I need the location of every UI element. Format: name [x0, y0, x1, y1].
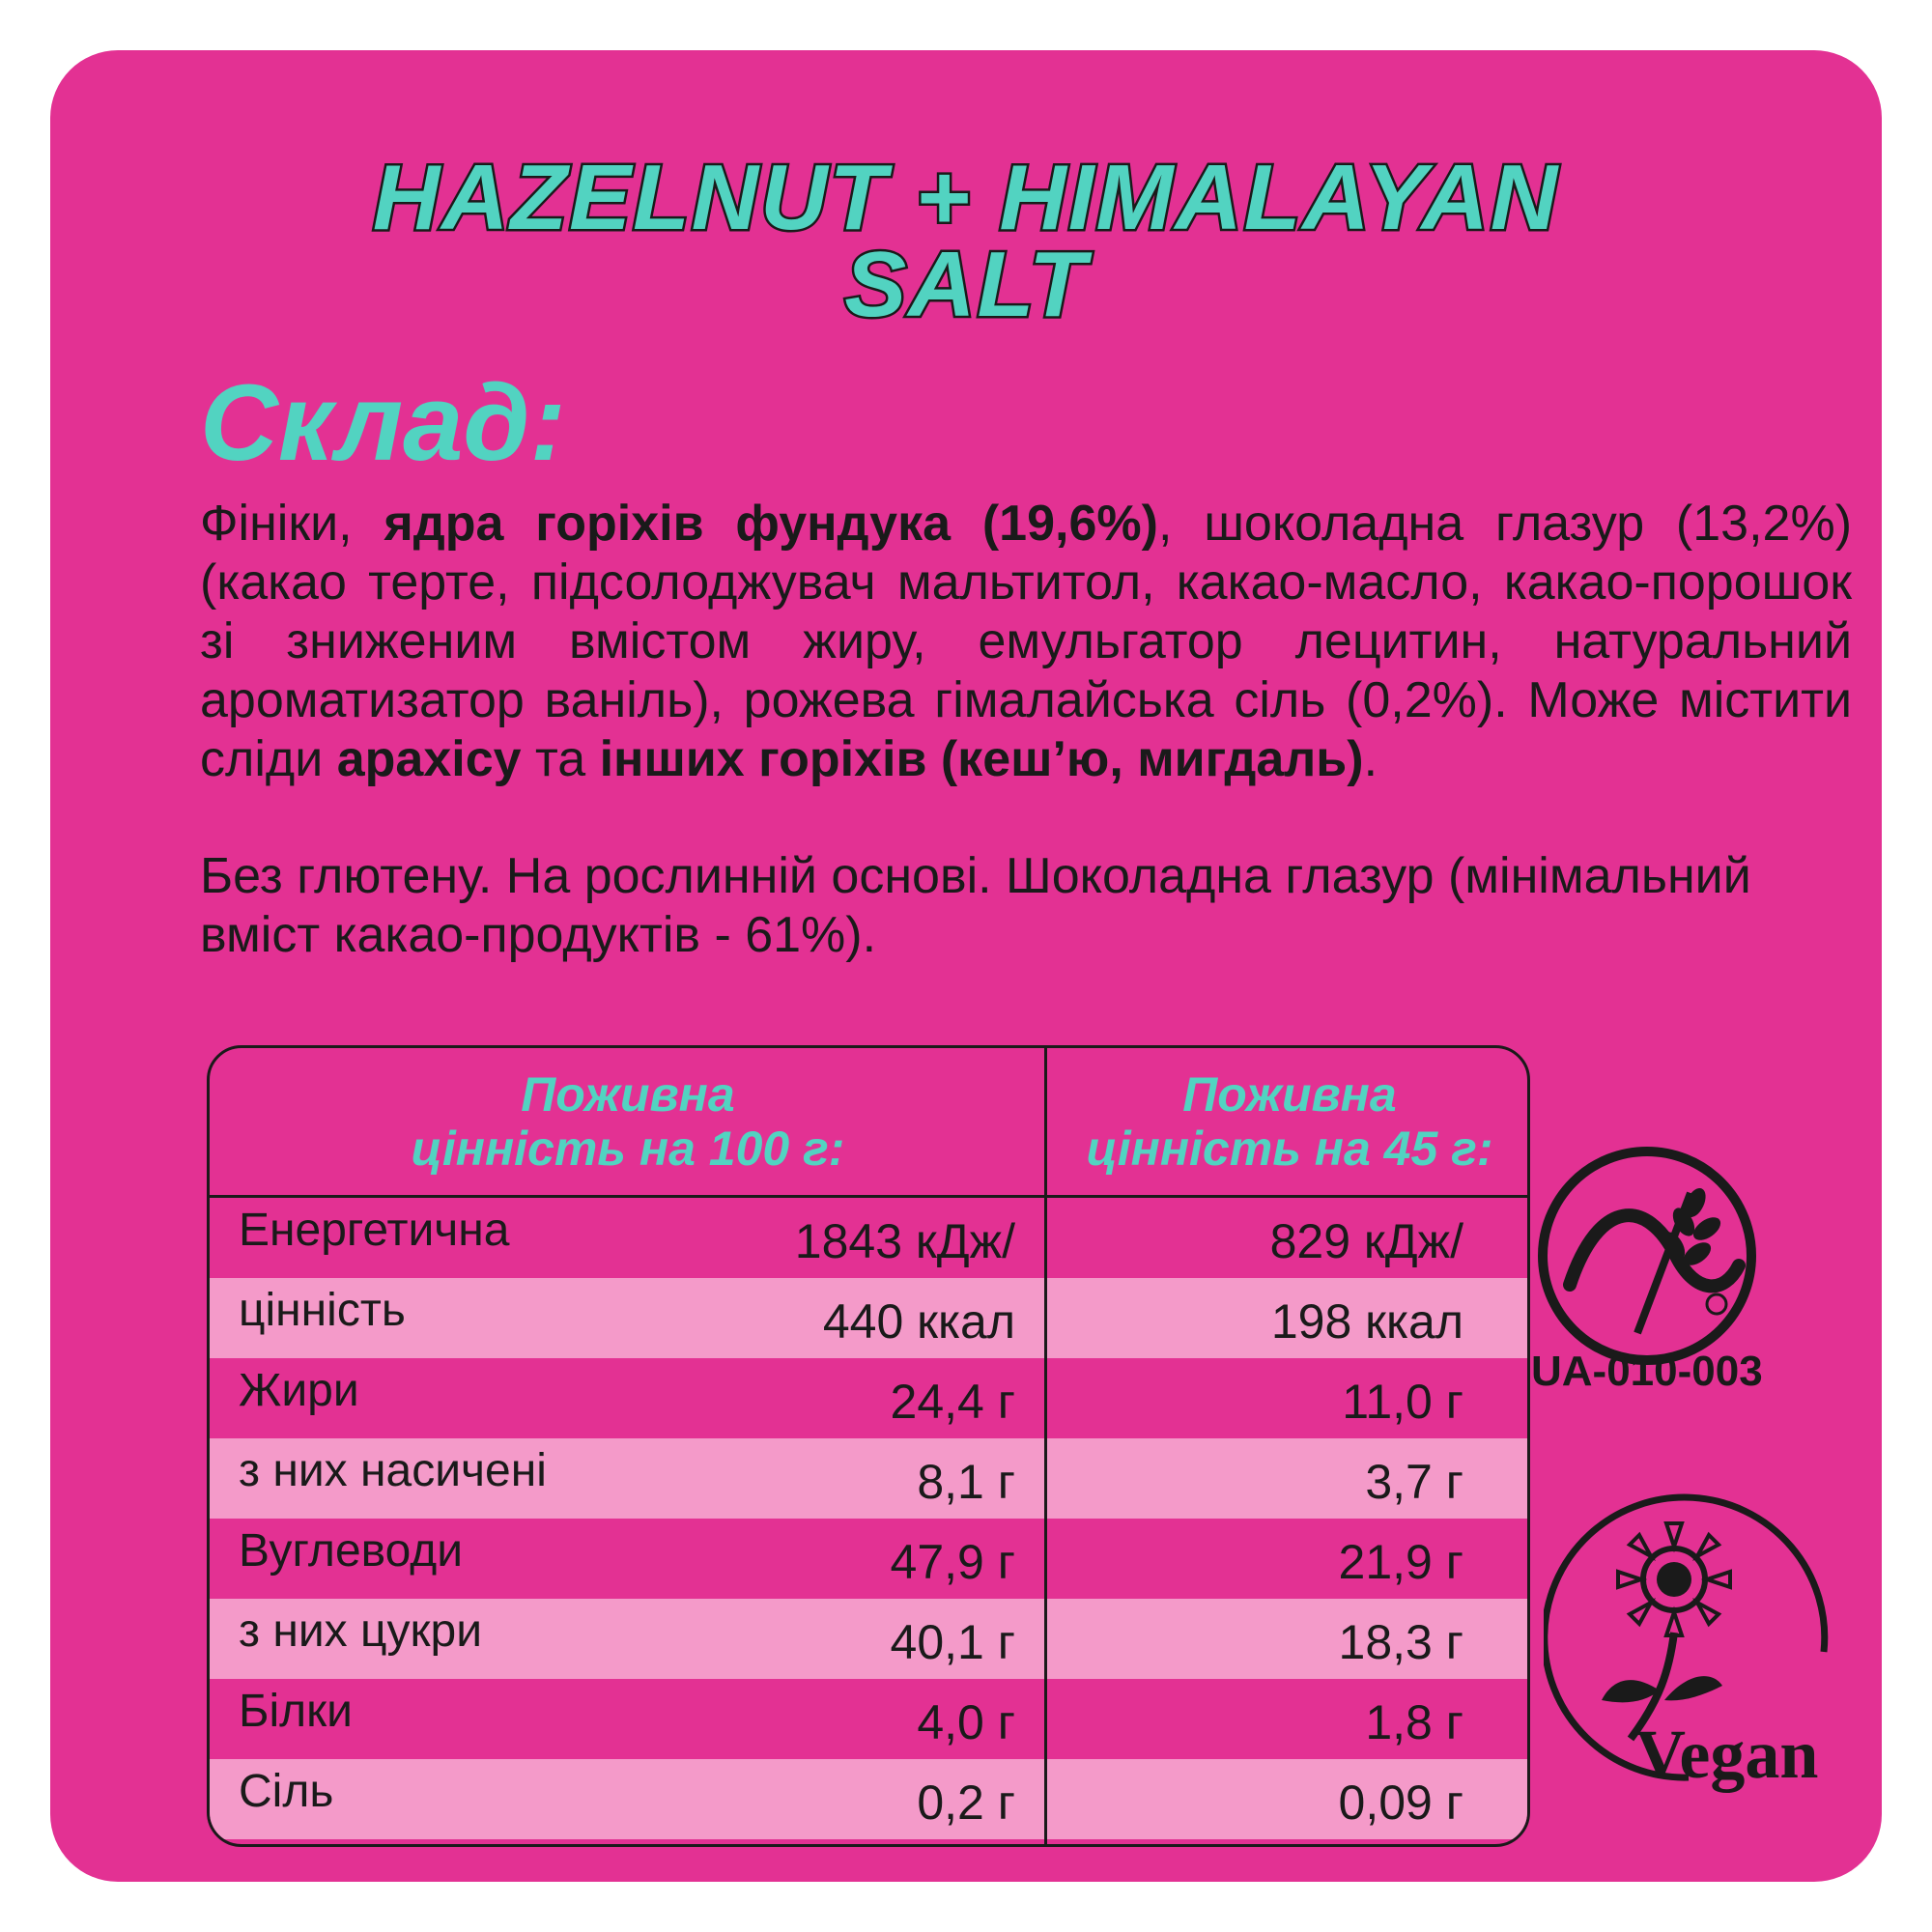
nutrition-table	[207, 1045, 1530, 1847]
nutrition-table-header	[210, 1048, 1527, 1198]
vegan-sunflower-icon	[1544, 1488, 1853, 1797]
table-row: Жири 24,4 г 11,0 г	[210, 1358, 1527, 1438]
table-row: Сіль 0,2 г 0,09 г	[210, 1759, 1527, 1839]
column-divider	[1044, 1048, 1047, 1844]
table-row: з них насичені 8,1 г 3,7 г	[210, 1438, 1527, 1519]
composition-heading: Склад:	[200, 362, 566, 483]
table-row: Вуглеводи 47,9 г 21,9 г	[210, 1519, 1527, 1599]
crossed-grain-icon	[1531, 1140, 1763, 1372]
table-row: Білки 4,0 г 1,8 г	[210, 1679, 1527, 1759]
table-row: Енергетична 1843 кДж/ 829 кДж/	[210, 1198, 1527, 1278]
product-title-line1: HAZELNUT + HIMALAYAN	[372, 146, 1560, 249]
table-row: цінність 440 ккал 198 ккал	[210, 1278, 1527, 1358]
header-per-45g: Поживна цінність на 45 г:	[1086, 1067, 1493, 1176]
product-title-line2: SALT	[844, 233, 1088, 336]
ingredients-text: Фініки, ядра горіхів фундука (19,6%), шоколадна глазур (13,2%) (какао терте, підсолоджувач мальтитол, какао-масло, какао-порошок зі зниженим вмістом жиру, емульгатор лецитин, натуральний ароматизатор ваніль), рожева гімалайська сіль (0,2%). Може містити сліди арахісу та інших горіхів (кеш’ю, мигдаль).	[200, 496, 1853, 787]
gluten-free-code: UA-010-003	[1531, 1348, 1763, 1395]
dietary-note: Без глютену. На рослинній основі. Шоколадна глазур (мінімальний вміст какао-продуктів - 61%).	[200, 848, 1751, 963]
table-row: з них цукри 40,1 г 18,3 г	[210, 1599, 1527, 1679]
vegan-text: Vegan	[1635, 1716, 1819, 1793]
nutrition-rows	[210, 1198, 1527, 1839]
header-per-100g: Поживна цінність на 100 г:	[411, 1067, 845, 1176]
